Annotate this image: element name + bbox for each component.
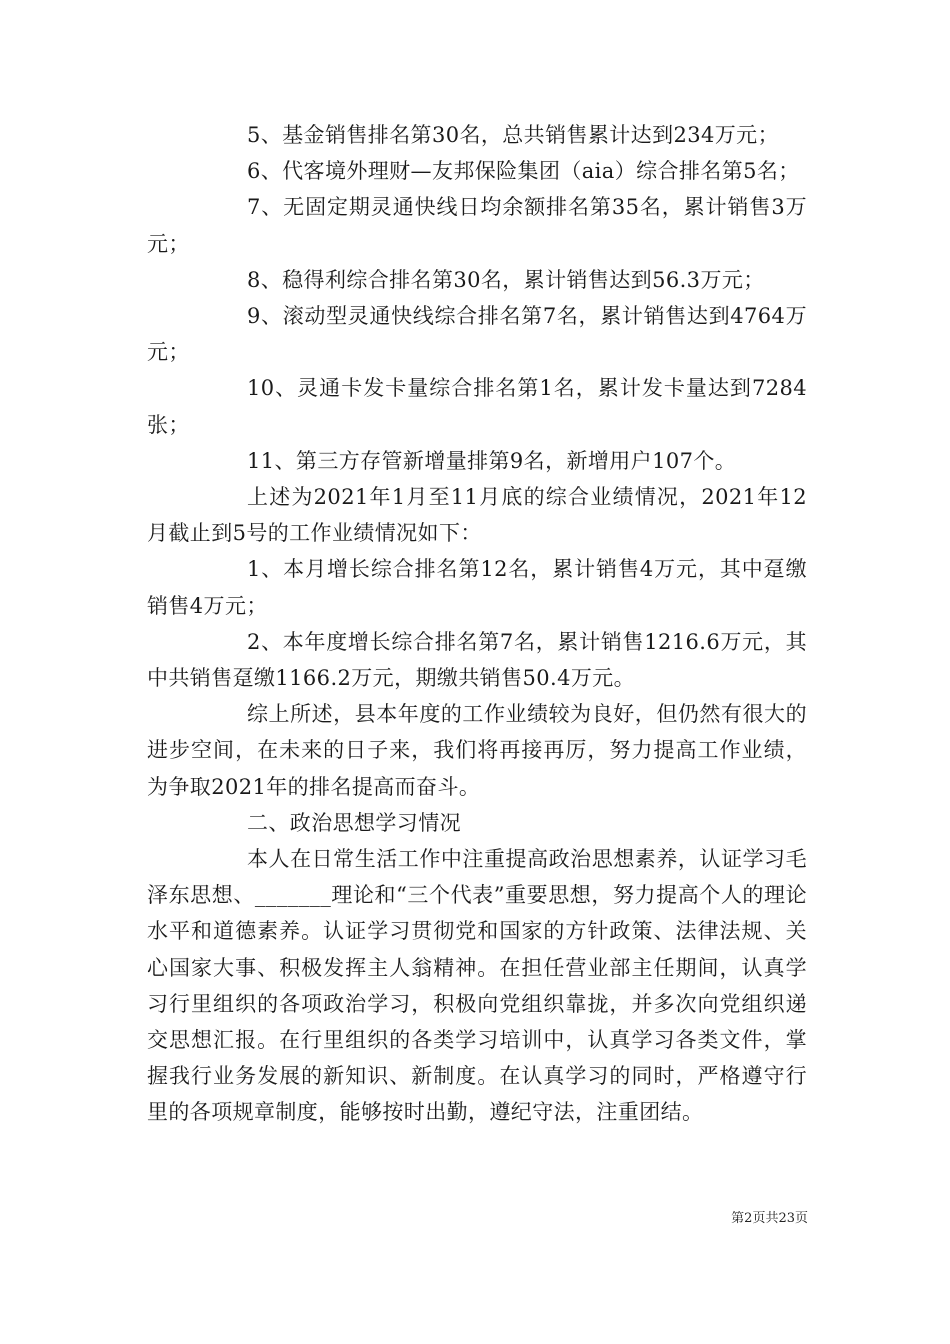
list-item: 7、无固定期灵通快线日均余额排名第35名，累计销售3万元；: [147, 195, 807, 256]
list-item: 5、基金销售排名第30名，总共销售累计达到234万元；: [247, 123, 779, 147]
section-heading: 二、政治思想学习情况: [247, 810, 461, 835]
list-item: 6、代客境外理财—友邦保险集团（aia）综合排名第5名；: [247, 159, 800, 184]
list-item: 1、本月增长综合排名第12名，累计销售4万元，其中趸缴销售4万元；: [147, 557, 807, 618]
list-item: 8、稳得利综合排名第30名，累计销售达到56.3万元；: [247, 267, 765, 292]
paragraph: 本人在日常生活工作中注重提高政治思想素养，认证学习毛泽东思想、_______理论和“三个代表”重要思想，努力提高个人的理论水平和道德素养。认证学习贯彻党和国家的方针政策、法律法规、关心国家大事、积极发挥主人翁精神。在担任营业部主任期间，认真学习行里组织的各项政治学习，积极向党组织靠拢，并多次向党组织递交思想汇报。在行里组织的各类学习培训中，认真学习各类文件，掌握我行业务发展的新知识、新制度。在认真学习的同时，严格遵守行里的各项规章制度，能够按时出勤，遵纪守法，注重团结。: [147, 847, 807, 1125]
list-item: 10、灵通卡发卡量综合排名第1名，累计发卡量达到7284张；: [147, 376, 807, 437]
paragraph: 上述为2021年1月至11月底的综合业绩情况，2021年12月截止到5号的工作业绩情况如下：: [147, 485, 807, 546]
page-number: 第2页共23页: [731, 1211, 808, 1226]
list-item: 2、本年度增长综合排名第7名，累计销售1216.6万元，其中共销售趸缴1166.2万元，期缴共销售50.4万元。: [147, 629, 807, 691]
list-item: 9、滚动型灵通快线综合排名第7名，累计销售达到4764万元；: [147, 304, 807, 365]
list-item: 11、第三方存管新增量排第9名，新增用户107个。: [247, 448, 737, 473]
paragraph: 综上所述，县本年度的工作业绩较为良好，但仍然有很大的进步空间，在未来的日子来，我们将再接再厉，努力提高工作业绩，为争取2021年的排名提高而奋斗。: [147, 702, 807, 799]
body-text: [147, 117, 807, 1131]
